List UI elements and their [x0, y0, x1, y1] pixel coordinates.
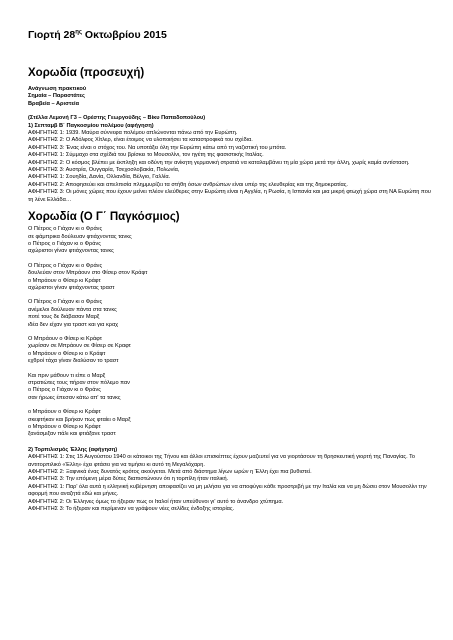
program-item: Ανάγνωση πρακτικού	[28, 86, 87, 92]
lyrics-line: ο Πέτρος ο Γιάχαν κι ο Φράνς	[28, 240, 101, 247]
document-page	[28, 24, 432, 514]
lyrics-line: Ο Πέτρος ο Γιάχαν κι ο Φράνς	[28, 299, 103, 306]
lyrics-line: ανέμελοι δούλευαν πάντα στα τανκς	[28, 306, 117, 313]
section1-heading: Χορωδία (προσευχή)	[28, 67, 145, 79]
song-lyrics	[28, 226, 432, 439]
section3-subheading: 2) Τορπιλισμός Έλλης (αφήγηση)	[28, 446, 118, 453]
lyrics-line: δουλεύαν στον Μπράουν στο Φίσερ στον Κράφτ	[28, 270, 148, 277]
program-list	[28, 86, 432, 108]
narration-line: ΑΦΗΓΗΤΗΣ 3: Την επόμενη μέρα δύτες διαπιστώνουν ότι η τορπίλη ήταν ιταλική.	[28, 476, 229, 483]
lyrics-line: Ο Πέτρος ο Γιάχαν κι ο Φράνς	[28, 262, 103, 269]
lyrics-line: σκεφτήκαν και βρήκαν πως φταίει ο Μαρξ	[28, 416, 131, 423]
lyrics-stanza	[28, 226, 432, 256]
program-item: Σημαία – Παραστάτες	[28, 93, 85, 100]
lyrics-line: ποτέ τους δε διάβασαν Μαρξ	[28, 314, 100, 321]
narration-line: ΑΦΗΓΗΤΗΣ 1: 1939. Μαύρα σύννεφα πολέμου απλώνονται πάνω από την Ευρώπη.	[28, 130, 238, 137]
narration-line: ΑΦΗΓΗΤΗΣ 3: Ένας είναι ο στόχος του. Να υποτάξει όλη την Ευρώπη κάτω από τη ναζιστική του μπότα.	[28, 144, 287, 151]
lyrics-line: αχώριστοι γίναν φτιάχνοντας τανκς	[28, 248, 114, 255]
lyrics-line: ο Μπράουν ο Φίσερ κι Κράφτ	[28, 409, 101, 416]
section3-body	[28, 447, 432, 514]
title-superscript: ης	[75, 29, 83, 36]
document-title	[28, 28, 432, 42]
lyrics-line: Ο Πέτρος ο Γιάχαν κι ο Φράνς	[28, 226, 103, 233]
lyrics-line: αχώριστοι γίναν φτιάχνοντας τραστ	[28, 284, 115, 291]
narration-line: ΑΦΗΓΗΤΗΣ 3: Οι μόνες χώρες που έχουν μείνει πλέον ελεύθερες στην Ευρώπη είναι η Αγγλία, η Ρωσία, η Ισπανία και μια μικρή φτωχή χώρα στη ΝΑ Ευρώπη που τη λένε Ελλάδα…	[28, 189, 431, 203]
lyrics-line: σαν ήρωες έπεσαν κάτω απ' τα τανκς	[28, 394, 121, 401]
narration-line: ΑΦΗΓΗΤΗΣ 1: Στις 15 Αυγούστου 1940 οι κάτοικοι της Τήνου και άλλοι επισκέπτες έχουν μαζευτεί για να γιορτάσουν τη θρησκευτική γιορτή της Παναγίας. Το αντιτορπιλικό «Έλλη» έχει φτάσει για να τιμήσει κι αυτό τη Μεγαλόχαρη.	[28, 454, 416, 468]
lyrics-line: εχθροί τάχα γίναν διαλύσαν το τραστ	[28, 358, 119, 365]
title-text: Γιορτή 28	[28, 29, 76, 41]
lyrics-stanza	[28, 299, 432, 329]
lyrics-line: σε φάμπρικα δούλευαν φτιάχνοντας τανκς	[28, 233, 132, 240]
section1-subheading: 1) Σεπταμβ Β΄ Παγκοσμίου πολέμου (αφήγηση)	[28, 122, 154, 129]
lyrics-line: ο Μπράουν ο Φίσερ κι Κράφτ	[28, 277, 101, 284]
lyrics-line: ιδέα δεν είχαν για τραστ και για κραχ	[28, 321, 119, 328]
lyrics-stanza	[28, 336, 432, 366]
program-item: Βραβεία – Αριστεία	[28, 100, 80, 107]
lyrics-stanza	[28, 409, 432, 439]
narration-line: ΑΦΗΓΗΤΗΣ 2: Ο κόσμος βλέπει με έκπληξη και οδύνη την ανίκητη γερμανική στρατιά να καταλαμβάνει τη μία χώρα μετά την άλλη, χωρίς καμία αντίσταση.	[28, 159, 410, 166]
lyrics-stanza	[28, 373, 432, 403]
narration-line: ΑΦΗΓΗΤΗΣ 1: Σουηδία, Δανία, Ολλανδία, Βέλγιο, Γαλλία.	[28, 174, 171, 181]
section2-heading: Χορωδία (Ο Γ΄ Παγκόσμιος)	[28, 211, 180, 224]
lyrics-line: Ο Μπράουν ο Φίσερ κι Κράφτ	[28, 335, 102, 342]
narration-line: ΑΦΗΓΗΤΗΣ 2: Ο Αδόλφος Χίτλερ, είναι έτοιμος να υλοποιήσει τα καταστροφικά του σχέδια.	[28, 137, 253, 144]
title-text-end: Οκτωβρίου 2015	[82, 29, 167, 41]
narration-line: ΑΦΗΓΗΤΗΣ 2: Αποφησεύει και απελπισία πλημμυρίζει τα στήθη όσων ανθρώπων είναι υπέρ της ελευθερίας και της δημοκρατίας.	[28, 181, 348, 188]
narration-line: ΑΦΗΓΗΤΗΣ 2: Οι Έλληνες όμως το ήξεραν πως οι Ιταλοί ήταν υπεύθυνοι γι' αυτό το άνανδρο χτύπημα.	[28, 498, 284, 505]
narration-line: ΑΦΗΓΗΤΗΣ 1: Παρ' όλα αυτά η ελληνική κυβέρνηση αποφασίζει να μη μιλήσει για να αποφύγει κάθε προστριβή με την Ιταλία και να μη δώσει στον Μουσολίνι την αφορμή που αναζητά εδώ και μήνες.	[28, 483, 427, 498]
narration-line: ΑΦΗΓΗΤΗΣ 2: Ξαφνικά ένας δυνατός κρότος ακούγεται. Μετά από διάστημα λίγων ωρών η Έλλη έχει πια βυθιστεί.	[28, 469, 312, 476]
lyrics-line: στρατιώτες τους πήραν στον πόλεμο παν	[28, 380, 130, 386]
section1-body	[28, 115, 432, 204]
narration-line: ΑΦΗΓΗΤΗΣ 3: Αυστρία, Ουγγαρία, Τσεχοσλοβακία, Πολωνία,	[28, 167, 180, 174]
narration-line: ΑΦΗΓΗΤΗΣ 1: Σύμμαχο στα σχέδιά του βρίσκει το Μουσολίνι, τον ηγέτη της φασιστικής Ιταλίας.	[28, 152, 264, 159]
lyrics-line: Και πριν μάθουν τι είπε ο Μαρξ	[28, 372, 106, 379]
lyrics-line: ο Μπράουν ο Φίσερ κι ο Κράφτ	[28, 350, 106, 357]
narration-line: ΑΦΗΓΗΤΗΣ 3: Το ήξεραν και περίμεναν να γράψουν νέες σελίδες ένδοξης ιστορίας.	[28, 506, 235, 513]
credits-line: (Στέλλα Λεμονή Γ3 – Ορέστης Γεωργούδης – Βίκυ Παπαδοπούλου)	[28, 115, 206, 122]
lyrics-line: χωρίσαν σε Μπράουν σε Φίσερ σε Κραφτ	[28, 343, 131, 350]
lyrics-line: ξανάσμιξαν πάλι και φτιάξανε τραστ	[28, 431, 116, 438]
lyrics-line: ο Μπράουν ο Φίσερ κι Κράφτ	[28, 424, 101, 431]
lyrics-stanza	[28, 263, 432, 293]
lyrics-line: ο Πέτρος ο Γιάχαν κι ο Φράνς	[28, 387, 101, 394]
